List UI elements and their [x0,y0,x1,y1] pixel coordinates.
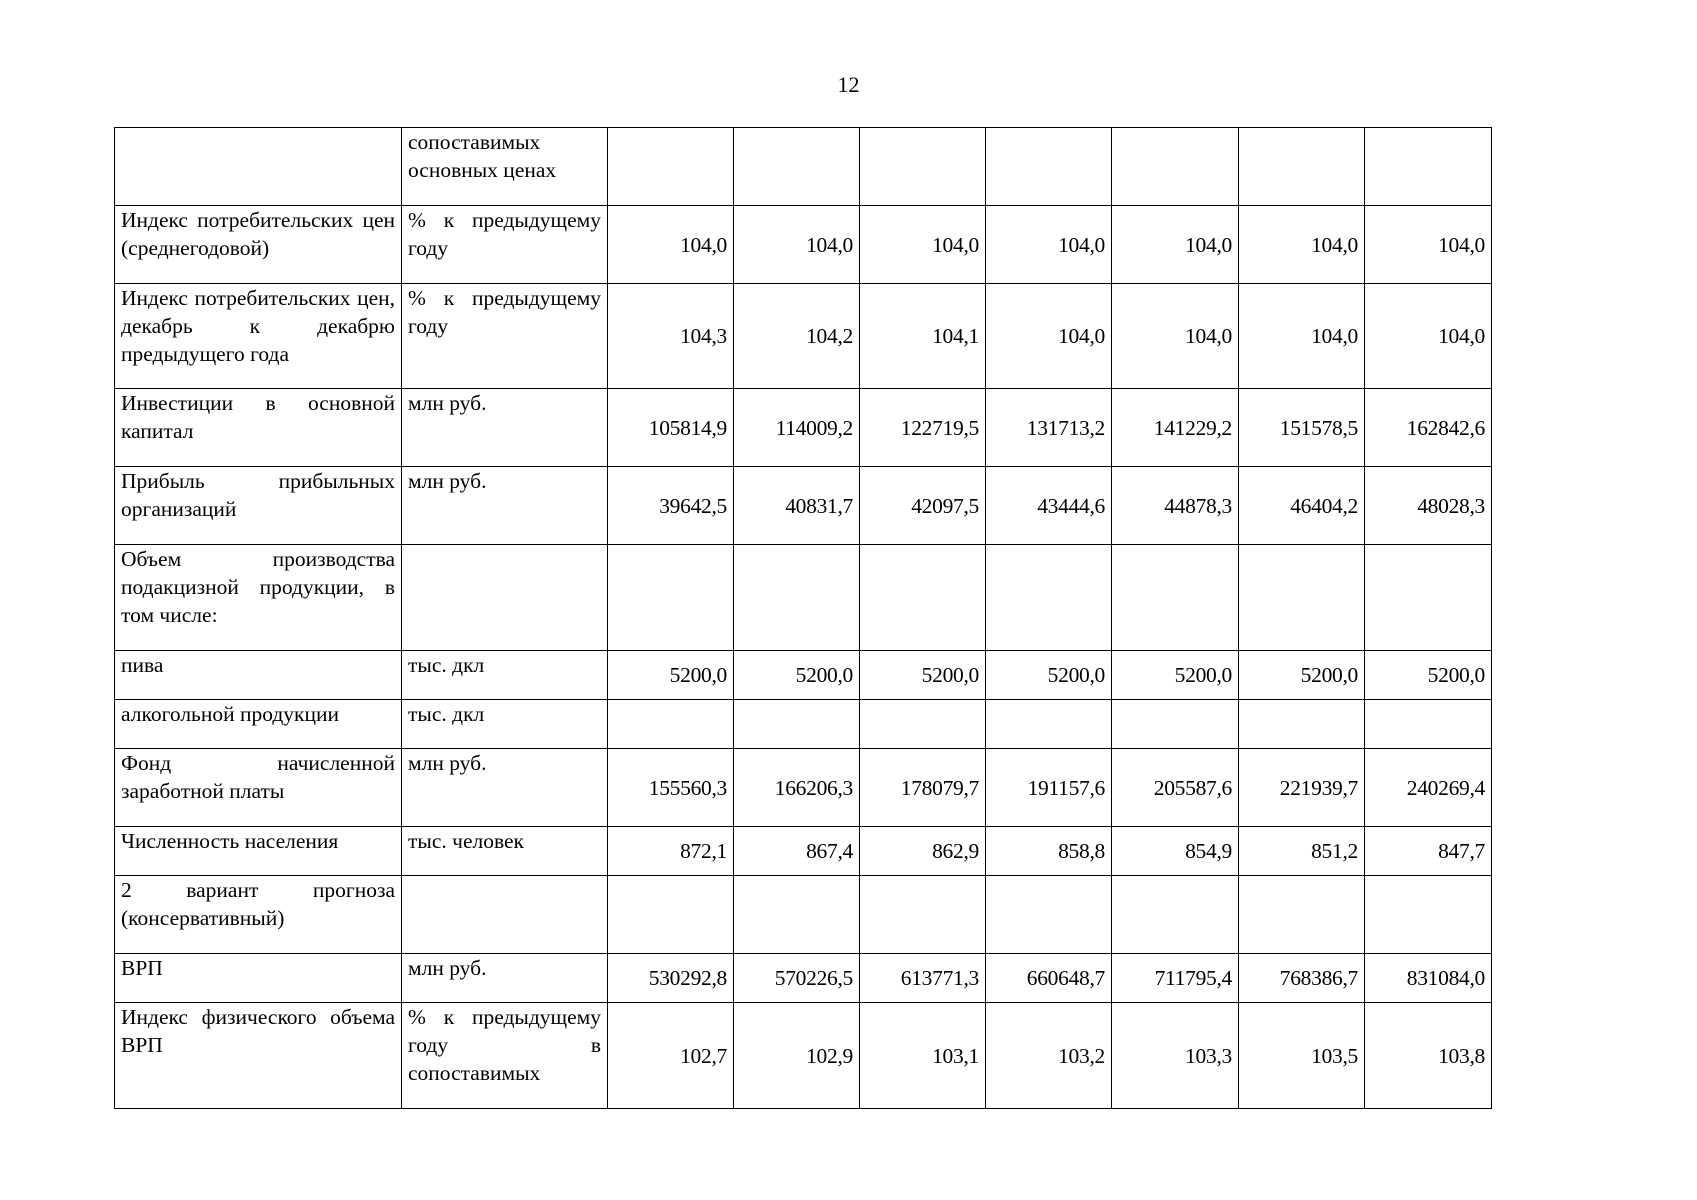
value-cell: 5200,0 [986,651,1112,700]
value-cell: 613771,3 [860,954,986,1003]
value-cell [1239,876,1365,954]
unit-cell [402,876,608,954]
indicator-name-cell: 2 вариант прогноза (консервативный) [115,876,402,954]
value-cell: 104,0 [1112,284,1239,389]
value-cell: 570226,5 [734,954,860,1003]
value-cell: 102,9 [734,1003,860,1109]
table-row [115,128,1492,206]
unit-cell: тыс. дкл [402,651,608,700]
value-cell: 5200,0 [860,651,986,700]
indicator-name-cell: Прибыль прибыльных организаций [115,467,402,545]
value-cell [608,128,734,206]
value-cell: 104,0 [1239,284,1365,389]
value-cell: 104,1 [860,284,986,389]
value-cell: 530292,8 [608,954,734,1003]
value-cell [734,876,860,954]
table-row [115,206,1492,284]
value-cell: 831084,0 [1365,954,1492,1003]
value-cell [608,545,734,651]
value-cell [986,128,1112,206]
value-cell [986,700,1112,749]
value-cell: 104,0 [1239,206,1365,284]
indicator-name-cell: Объем производства подакцизной продукции, в том числе: [115,545,402,651]
value-cell: 44878,3 [1112,467,1239,545]
value-cell [860,876,986,954]
value-cell: 104,0 [1365,206,1492,284]
value-cell: 768386,7 [1239,954,1365,1003]
unit-cell: млн руб. [402,389,608,467]
unit-cell: млн руб. [402,749,608,827]
value-cell: 162842,6 [1365,389,1492,467]
value-cell: 104,0 [608,206,734,284]
value-cell: 105814,9 [608,389,734,467]
unit-cell: % к предыдущему году [402,284,608,389]
table-row [115,954,1492,1003]
value-cell: 114009,2 [734,389,860,467]
table-row [115,827,1492,876]
value-cell: 104,0 [986,284,1112,389]
value-cell: 104,0 [1112,206,1239,284]
value-cell: 104,0 [860,206,986,284]
value-cell: 867,4 [734,827,860,876]
value-cell: 103,3 [1112,1003,1239,1109]
unit-cell: сопоставимых основных ценах [402,128,608,206]
value-cell: 5200,0 [608,651,734,700]
indicator-name-cell [115,128,402,206]
value-cell [1239,700,1365,749]
unit-cell: тыс. человек [402,827,608,876]
value-cell: 847,7 [1365,827,1492,876]
value-cell: 104,0 [986,206,1112,284]
value-cell: 660648,7 [986,954,1112,1003]
unit-cell: млн руб. [402,954,608,1003]
value-cell: 151578,5 [1239,389,1365,467]
value-cell: 102,7 [608,1003,734,1109]
value-cell: 104,3 [608,284,734,389]
value-cell: 103,5 [1239,1003,1365,1109]
value-cell [734,128,860,206]
indicator-name-cell: Численность населения [115,827,402,876]
value-cell: 851,2 [1239,827,1365,876]
value-cell [1365,128,1492,206]
value-cell: 191157,6 [986,749,1112,827]
value-cell: 221939,7 [1239,749,1365,827]
value-cell [860,128,986,206]
table-row [115,467,1492,545]
value-cell: 39642,5 [608,467,734,545]
value-cell [1112,700,1239,749]
unit-cell: % к предыдущему году в сопоставимых [402,1003,608,1109]
value-cell: 178079,7 [860,749,986,827]
value-cell: 205587,6 [1112,749,1239,827]
value-cell: 5200,0 [1239,651,1365,700]
unit-cell: млн руб. [402,467,608,545]
value-cell: 240269,4 [1365,749,1492,827]
value-cell [1365,876,1492,954]
indicator-name-cell: Фонд начисленной заработной платы [115,749,402,827]
table-row [115,749,1492,827]
unit-cell: тыс. дкл [402,700,608,749]
value-cell: 103,2 [986,1003,1112,1109]
value-cell: 141229,2 [1112,389,1239,467]
value-cell: 711795,4 [1112,954,1239,1003]
table-row [115,284,1492,389]
value-cell: 858,8 [986,827,1112,876]
value-cell [734,545,860,651]
value-cell: 40831,7 [734,467,860,545]
value-cell: 42097,5 [860,467,986,545]
value-cell: 46404,2 [1239,467,1365,545]
value-cell [1239,545,1365,651]
value-cell: 43444,6 [986,467,1112,545]
table-row [115,545,1492,651]
table-row [115,876,1492,954]
value-cell [734,700,860,749]
value-cell: 862,9 [860,827,986,876]
table-body [115,128,1492,1109]
value-cell [986,876,1112,954]
value-cell: 48028,3 [1365,467,1492,545]
value-cell [860,545,986,651]
unit-cell: % к предыдущему году [402,206,608,284]
value-cell: 872,1 [608,827,734,876]
table-row [115,700,1492,749]
value-cell: 155560,3 [608,749,734,827]
indicator-name-cell: Индекс потребительских цен, декабрь к декабрю предыдущего года [115,284,402,389]
table-row [115,389,1492,467]
page-number: 12 [837,72,860,97]
forecast-indicators-table [114,127,1492,1109]
value-cell: 104,2 [734,284,860,389]
value-cell: 122719,5 [860,389,986,467]
indicator-name-cell: Индекс потребительских цен (среднегодовой) [115,206,402,284]
value-cell [986,545,1112,651]
indicator-name-cell: Инвестиции в основной капитал [115,389,402,467]
indicator-name-cell: алкогольной продукции [115,700,402,749]
value-cell: 103,1 [860,1003,986,1109]
value-cell: 5200,0 [1112,651,1239,700]
value-cell [860,700,986,749]
table-row [115,651,1492,700]
value-cell [1112,128,1239,206]
value-cell [1239,128,1365,206]
value-cell: 5200,0 [1365,651,1492,700]
table-row [115,1003,1492,1109]
value-cell: 854,9 [1112,827,1239,876]
value-cell: 104,0 [734,206,860,284]
indicator-name-cell: пива [115,651,402,700]
indicator-name-cell: Индекс физического объема ВРП [115,1003,402,1109]
value-cell [608,876,734,954]
value-cell: 103,8 [1365,1003,1492,1109]
value-cell: 131713,2 [986,389,1112,467]
value-cell [1365,700,1492,749]
value-cell [1365,545,1492,651]
value-cell: 166206,3 [734,749,860,827]
value-cell [1112,545,1239,651]
indicator-name-cell: ВРП [115,954,402,1003]
value-cell: 5200,0 [734,651,860,700]
value-cell [1112,876,1239,954]
unit-cell [402,545,608,651]
value-cell: 104,0 [1365,284,1492,389]
value-cell [608,700,734,749]
